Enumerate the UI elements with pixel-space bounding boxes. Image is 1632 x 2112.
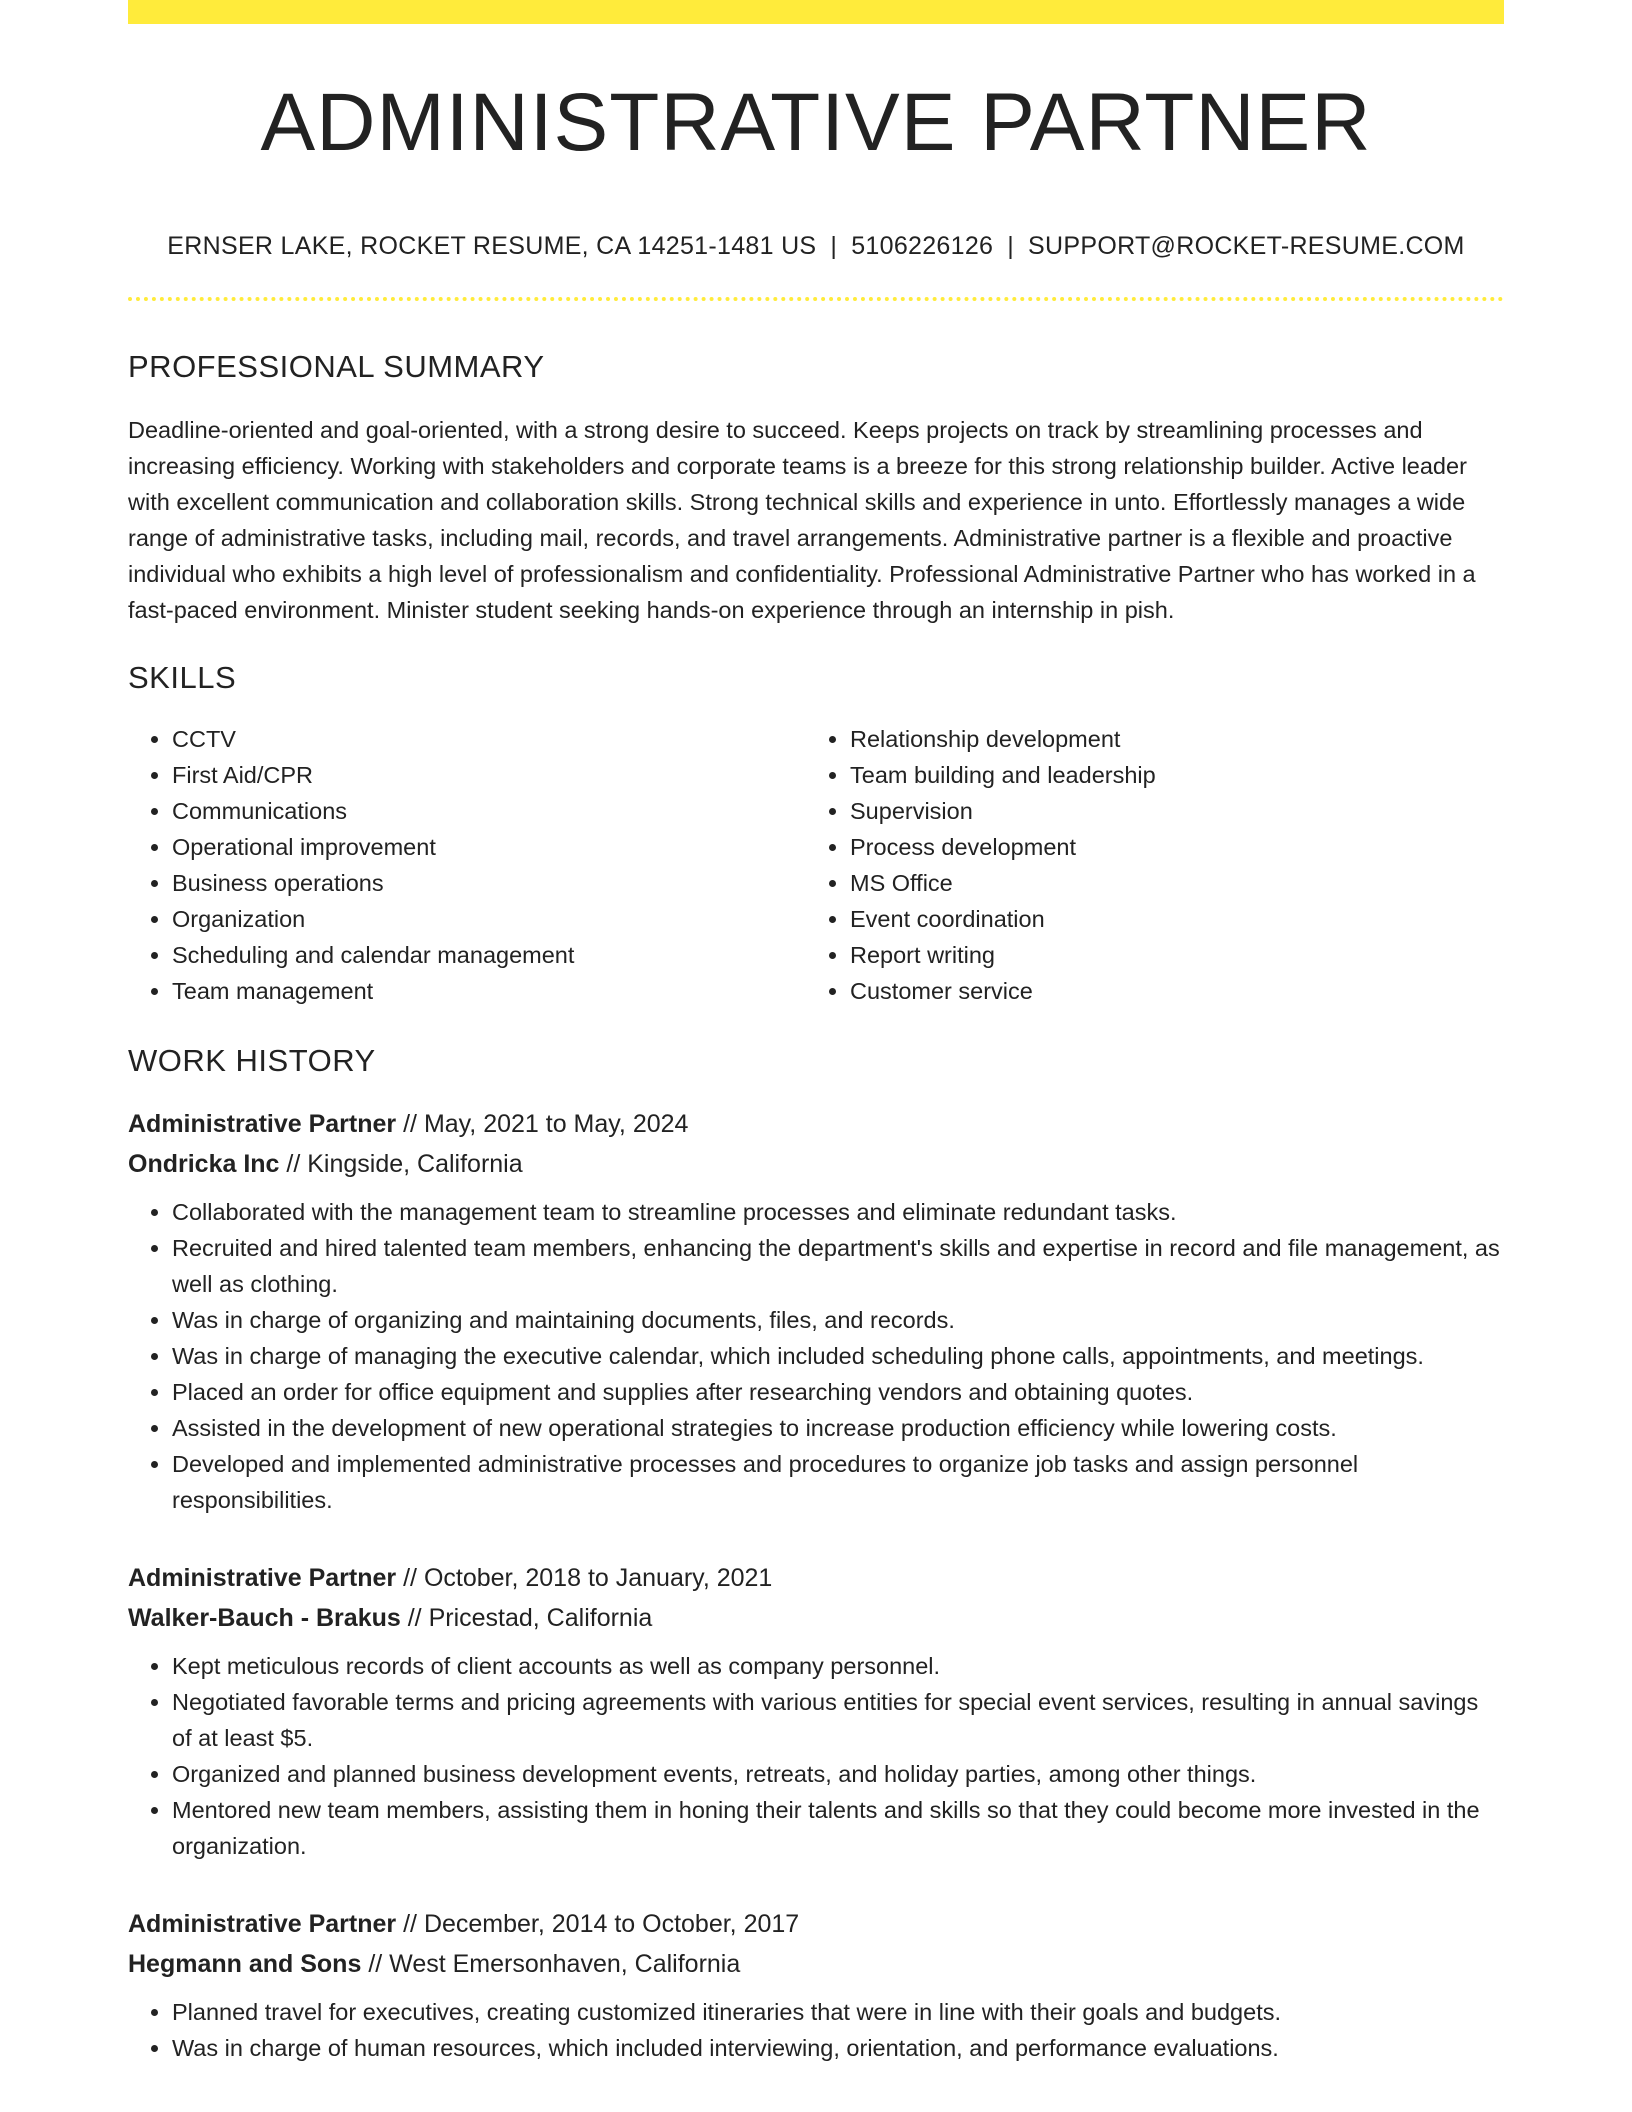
job-company-line — [128, 1598, 1504, 1638]
skill-item: • Business operations — [172, 865, 806, 901]
job-entry — [128, 1558, 1504, 1864]
job-role: Administrative Partner — [128, 1110, 397, 1138]
job-bullet: • Kept meticulous records of client accounts as well as company personnel. — [172, 1648, 1504, 1684]
job-bullets — [128, 1194, 1504, 1518]
accent-top-bar — [128, 0, 1504, 24]
skill-item: • Communications — [172, 793, 806, 829]
job-role: Administrative Partner — [128, 1564, 397, 1592]
job-separator: // — [396, 1564, 424, 1592]
skill-item: • Process development — [850, 829, 1484, 865]
contact-address: ERNSER LAKE, ROCKET RESUME, CA 14251-1481 US — [167, 232, 817, 260]
job-bullet: • Planned travel for executives, creating customized itineraries that were in line with their goals and budgets. — [172, 1994, 1504, 2030]
skill-item: • Relationship development — [850, 721, 1484, 757]
skill-item: • Organization — [172, 901, 806, 937]
job-bullet: • Negotiated favorable terms and pricing agreements with various entities for special event services, resulting in annual savings of at least $5. — [172, 1684, 1504, 1756]
job-bullet: • Was in charge of organizing and maintaining documents, files, and records. — [172, 1302, 1504, 1338]
skill-item: • Event coordination — [850, 901, 1484, 937]
contact-separator: | — [1007, 232, 1015, 260]
job-bullets — [128, 1994, 1504, 2066]
resume-name: ADMINISTRATIVE PARTNER — [260, 77, 1372, 168]
job-bullet: • Placed an order for office equipment and supplies after researching vendors and obtaining quotes. — [172, 1374, 1504, 1410]
job-dates: December, 2014 to October, 2017 — [423, 1910, 800, 1938]
job-bullet: • Mentored new team members, assisting them in honing their talents and skills so that they could become more invested in the organization. — [172, 1792, 1504, 1864]
skill-item: • Operational improvement — [172, 829, 806, 865]
job-company: Hegmann and Sons — [128, 1950, 362, 1978]
contact-email[interactable]: SUPPORT@ROCKET-RESUME.COM — [1028, 232, 1465, 260]
job-dates: October, 2018 to January, 2021 — [423, 1564, 773, 1592]
job-entry — [128, 1904, 1504, 2066]
skill-item: • Report writing — [850, 937, 1484, 973]
skill-item: • CCTV — [172, 721, 806, 757]
work-history-heading: WORK HISTORY — [128, 1043, 376, 1078]
job-dates: May, 2021 to May, 2024 — [423, 1110, 689, 1138]
job-separator: // — [361, 1950, 390, 1978]
job-bullet: • Was in charge of human resources, which included interviewing, orientation, and performance evaluations. — [172, 2030, 1504, 2066]
skills-heading: SKILLS — [128, 660, 237, 695]
contact-phone[interactable]: 5106226126 — [851, 232, 994, 260]
skills-columns — [128, 721, 1504, 1009]
job-location: Pricestad, California — [428, 1604, 653, 1632]
job-separator: // — [396, 1910, 424, 1938]
job-separator: // — [396, 1110, 424, 1138]
skill-item: • Supervision — [850, 793, 1484, 829]
skills-list-right — [806, 721, 1484, 1009]
skill-item: • MS Office — [850, 865, 1484, 901]
job-title-line — [128, 1104, 1504, 1144]
job-company-line — [128, 1144, 1504, 1184]
summary-text: Deadline-oriented and goal-oriented, with a strong desire to succeed. Keeps projects on track by streamlining processes and increasing efficiency. Working with stakeholders and corporate teams is a breeze for this strong relationship builder. Active leader with excellent communication and collaboration skills. Strong technical skills and experience in unto. Effortlessly manages a wide range of administrative tasks, including mail, records, and travel arrangements. Administrative partner is a flexible and proactive individual who exhibits a high level of professionalism and confidentiality. Professional Administrative Partner who has worked in a fast-paced environment. Minister student seeking hands-on experience through an internship in pish. — [128, 417, 1476, 623]
contact-separator: | — [830, 232, 838, 260]
skill-item: • Customer service — [850, 973, 1484, 1009]
job-bullets — [128, 1648, 1504, 1864]
job-bullet: • Developed and implemented administrative processes and procedures to organize job tasks and assign personnel responsibilities. — [172, 1446, 1504, 1518]
resume-page — [128, 0, 1504, 2066]
job-bullet: • Recruited and hired talented team members, enhancing the department's skills and expertise in record and file management, as well as clothing. — [172, 1230, 1504, 1302]
skills-list-left — [128, 721, 806, 1009]
work-history-list — [128, 1104, 1504, 2066]
summary-heading: PROFESSIONAL SUMMARY — [128, 349, 545, 384]
job-location: Kingside, California — [307, 1150, 523, 1178]
job-title-line — [128, 1558, 1504, 1598]
job-role: Administrative Partner — [128, 1910, 397, 1938]
job-bullet: • Organized and planned business development events, retreats, and holiday parties, among other things. — [172, 1756, 1504, 1792]
skill-item: • Team management — [172, 973, 806, 1009]
contact-line — [128, 234, 1504, 259]
skill-item: • Team building and leadership — [850, 757, 1484, 793]
job-company: Ondricka Inc — [128, 1150, 280, 1178]
skill-item: • First Aid/CPR — [172, 757, 806, 793]
job-title-line — [128, 1904, 1504, 1944]
job-separator: // — [400, 1604, 429, 1632]
job-bullet: • Was in charge of managing the executive calendar, which included scheduling phone calls, appointments, and meetings. — [172, 1338, 1504, 1374]
job-separator: // — [279, 1150, 308, 1178]
job-entry — [128, 1104, 1504, 1518]
skill-item: • Scheduling and calendar management — [172, 937, 806, 973]
job-location: West Emersonhaven, California — [389, 1950, 741, 1978]
job-company: Walker-Bauch - Brakus — [128, 1604, 401, 1632]
job-bullet: • Collaborated with the management team to streamline processes and eliminate redundant tasks. — [172, 1194, 1504, 1230]
dotted-divider — [128, 297, 1504, 301]
job-bullet: • Assisted in the development of new operational strategies to increase production efficiency while lowering costs. — [172, 1410, 1504, 1446]
job-company-line — [128, 1944, 1504, 1984]
